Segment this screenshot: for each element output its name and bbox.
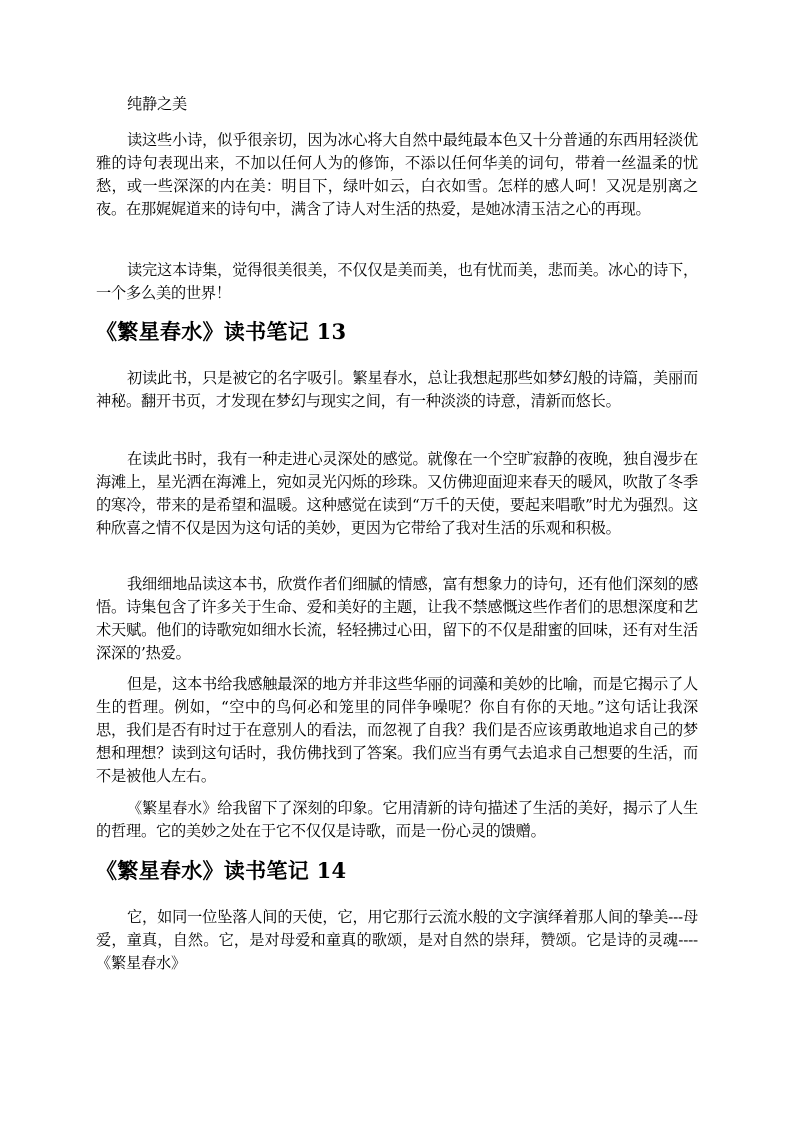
section-heading: 《繁星春水》读书笔记 14 [96, 858, 347, 883]
note-14-paragraph-1 [96, 906, 698, 975]
paragraph-text: 我细细地品读这本书，欣赏作者们细腻的情感，富有想象力的诗句，还有他们深刻的感悟。诗集包含了许多关于生命、爱和美好的主题，让我不禁感慨这些作者们的思想深度和艺术天赋。他们的诗歌宛如细水长流，轻轻拂过心田，留下的不仅是甜蜜的回味，还有对生活深深的’热爱。 [96, 575, 698, 662]
paragraph-text: 初读此书，只是被它的名字吸引。繁星春水，总让我想起那些如梦幻般的诗篇，美丽而神秘。翻开书页，才发现在梦幻与现实之间，有一种淡淡的诗意，清新而悠长。 [96, 369, 698, 410]
paragraph-text: 读完这本诗集，觉得很美很美，不仅仅是美而美，也有忧而美，悲而美。冰心的诗下，一个多么美的世界！ [96, 261, 698, 302]
section-heading: 《繁星春水》读书笔记 13 [96, 319, 347, 344]
note-13-paragraph-4 [96, 673, 698, 788]
paragraph-text: 在读此书时，我有一种走进心灵深处的感觉。就像在一个空旷寂静的夜晚，独自漫步在海滩上，星光洒在海滩上，宛如灵光闪烁的珍珠。又仿佛迎面迎来春天的暖风，吹散了冬季的寒冷，带来的是希望和温暖。这种感觉在读到“万千的天使，要起来唱歌”时尤为强烈。这种欣喜之情不仅是因为这句话的美妙，更因为它带给了我对生活的乐观和积极。 [96, 450, 698, 537]
paragraph-text: 它，如同一位坠落人间的天使，它，用它那行云流水般的文字演绎着那人间的挚美---母爱，童真，自然。它，是对母爱和童真的歌颂，是对自然的崇拜，赞颂。它是诗的灵魂----《繁星春水》 [96, 908, 698, 972]
subtitle-text: 纯静之美 [127, 95, 187, 113]
heading-note-14 [96, 857, 698, 885]
paragraph-text: 读这些小诗，似乎很亲切，因为冰心将大自然中最纯最本色又十分普通的东西用轻淡优雅的诗句表现出来，不加以任何人为的修饰，不添以任何华美的词句，带着一丝温柔的忧愁，或一些深深的内在美：明目下，绿叶如云，白衣如雪。怎样的感人呵！又况是别离之夜。在那娓娓道来的诗句中，满含了诗人对生活的热爱，是她冰清玉洁之心的再现。 [96, 131, 698, 218]
note-13-paragraph-3 [96, 573, 698, 665]
section-a-paragraph-1 [96, 129, 698, 221]
note-13-paragraph-2 [96, 448, 698, 540]
note-13-paragraph-5 [96, 797, 698, 843]
paragraph-text: 《繁星春水》给我留下了深刻的印象。它用清新的诗句描述了生活的美好，揭示了人生的哲理。它的美妙之处在于它不仅仅是诗歌，而是一份心灵的馈赠。 [96, 799, 698, 840]
paragraph-text: 但是，这本书给我感触最深的地方并非这些华丽的词藻和美妙的比喻，而是它揭示了人生的哲理。例如，“空中的鸟何必和笼里的同伴争噪呢？你自有你的天地。”这句话让我深思，我们是否有时过于在意别人的看法，而忽视了自我？我们是否应该勇敢地追求自己的梦想和理想？读到这句话时，我仿佛找到了答案。我们应当有勇气去追求自己想要的生活，而不是被他人左右。 [96, 675, 698, 785]
section-subtitle [96, 93, 698, 116]
section-a-paragraph-2 [96, 259, 698, 305]
heading-note-13 [96, 318, 698, 346]
note-13-paragraph-1 [96, 367, 698, 413]
